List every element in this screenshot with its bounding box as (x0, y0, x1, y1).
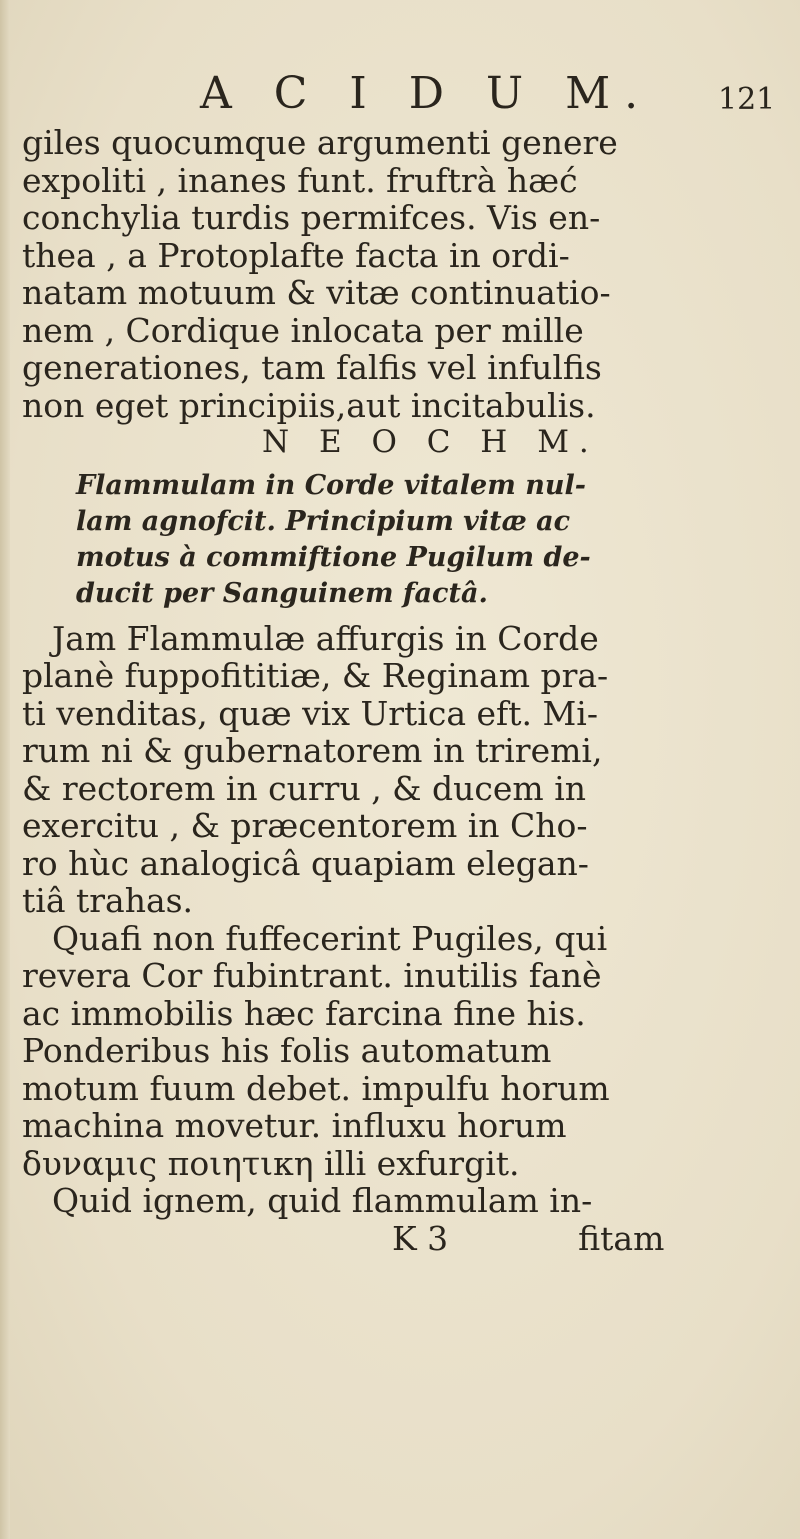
text-line: & rectorem in curru , & ducem in (22, 768, 587, 808)
text-line: Quafi non fuffecerint Pugiles, qui (52, 918, 608, 958)
text-line: thea , a Protoplafte facta in ordi- (22, 235, 570, 275)
text-line: ro hùc analogicâ quapiam elegan- (22, 843, 589, 883)
text-line: ac immobilis hæc farcina fine his. (22, 993, 586, 1033)
text-line: expoliti , inanes funt. fruftrà hæć (22, 160, 578, 200)
text-line: machina movetur. influxu horum (22, 1106, 567, 1145)
marginal-note-line: motus à commiftione Pugilum de- (76, 541, 591, 573)
text-line: non eget principiis,aut incitabulis. (22, 385, 596, 425)
text-line: exercitu , & præcentorem in Cho- (22, 806, 588, 845)
text-line: rum ni & gubernatorem in triremi, (22, 731, 603, 770)
text-line: generationes, tam falfis vel infulfis (22, 348, 602, 387)
text-line: δυναμις ποιητικη illi exfurgit. (22, 1143, 520, 1183)
page-header (0, 66, 800, 126)
text-line: planè fuppofititiæ, & Reginam pra- (22, 656, 609, 695)
text-block (22, 124, 792, 1257)
signature-line (22, 1220, 792, 1258)
text-line: giles quocumque argumenti genere (22, 123, 618, 162)
text-line: Quid ignem, quid flammulam in- (52, 1181, 593, 1220)
marginal-note-line: Flammulam in Corde vitalem nul- (76, 469, 586, 501)
text-line: revera Cor fubintrant. inutilis fanè (22, 956, 602, 995)
text-line: tiâ trahas. (22, 881, 194, 920)
text-line: Jam Flammulæ affurgis in Corde (52, 618, 599, 658)
marginal-note-line: lam agnofcit. Principium vitæ ac (76, 505, 571, 537)
running-title: A C I D U M. (200, 68, 653, 119)
page-edge (0, 0, 10, 1539)
text-line: ti venditas, quæ vix Urtica eft. Mi- (22, 693, 598, 733)
text-line: nem , Cordique inlocata per mille (22, 310, 584, 350)
text-line: conchylia turdis permifces. Vis en- (22, 198, 601, 237)
signature-mark: K 3 (392, 1218, 449, 1258)
text-line: motum fuum debet. impulfu horum (22, 1068, 610, 1108)
page-number: 121 (718, 82, 776, 117)
text-line: natam motuum & vitæ continuatio- (22, 273, 611, 312)
marginal-note-line: ducit per Sanguinem factâ. (76, 577, 488, 609)
catchword: fitam (578, 1218, 665, 1258)
section-heading: N E O C H M. (262, 424, 599, 460)
text-line: Ponderibus his folis automatum (22, 1031, 552, 1070)
